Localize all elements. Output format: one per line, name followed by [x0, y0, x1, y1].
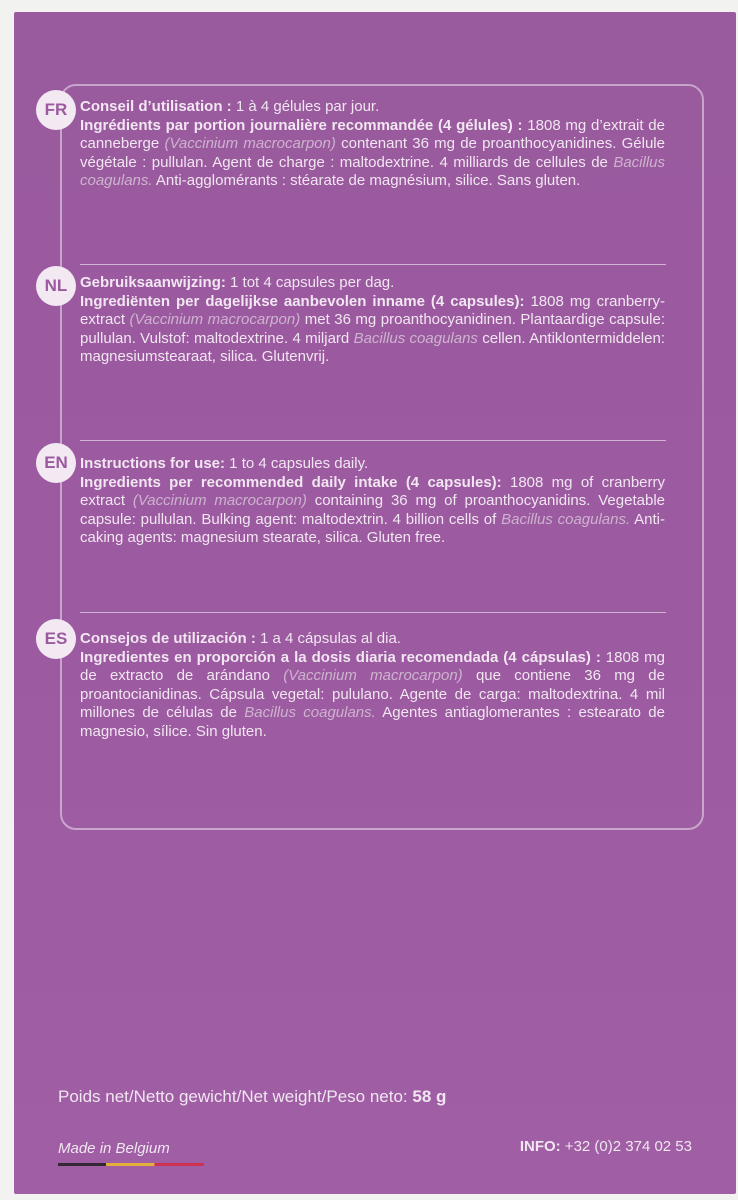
es-ingredients-text-3: Agentes antiaglomerantes : estearato de magnesio, sílice. Sin gluten.: [80, 704, 665, 740]
en-ingredients-label: Ingredients per recommended daily intake (4 capsules):: [80, 473, 502, 491]
nl-usage-text: 1 tot 4 capsules per dag.: [225, 274, 395, 291]
nl-ingredients-text-3: cellen. Antiklontermiddelen: magnesiumstearaat, silica. Glutenvrij.: [80, 329, 665, 365]
en-bacillus: Bacillus coagulans.: [501, 510, 631, 528]
made-in-label: Made in Belgium: [58, 1140, 170, 1157]
belgian-flag-stripe: [58, 1163, 204, 1166]
en-ingredients-text-2: containing 36 mg of proanthocyanidins. Vegetable capsule: pullulan. Bulking agent: maltodextrin. 4 billion cells of: [80, 492, 665, 528]
fr-ingredients-text-3: Anti-agglomérants : stéarate de magnésium, silice. Sans gluten.: [152, 172, 581, 189]
fr-ingredients-text: 1808 mg d’extrait de canneberge: [80, 116, 665, 152]
en-latin-name: (Vaccinium macrocarpon): [132, 492, 307, 509]
info-phone: +32 (0)2 374 02 53: [560, 1138, 692, 1155]
fr-ingredients-text-2: contenant 36 mg de proanthocyanidines. Gélule végétale : pullulan. Agent de charge : maltodextrine. 4 milliards de cellules de: [80, 135, 665, 171]
nl-bacillus: Bacillus coagulans: [353, 329, 478, 347]
es-usage-text: 1 a 4 cápsulas al dia.: [255, 630, 401, 647]
es-ingredients-text-2: que contiene 36 mg de proantocianidinas. Cápsula vegetal: pululano. Agente de carga: maltodextrina. 4 mil millones de células de: [80, 667, 665, 721]
es-usage-label: Consejos de utilización :: [80, 630, 256, 647]
nl-ingredients-text: 1808 mg cranberry-extract: [80, 292, 665, 328]
fr-section: [80, 98, 665, 191]
info-line: [520, 1138, 692, 1155]
es-ingredients-label: Ingredientes en proporción a la dosis diaria recomendada (4 cápsulas) :: [80, 648, 601, 666]
fr-usage-label: Conseil d’utilisation :: [80, 98, 232, 115]
fr-bacillus: Bacillus coagulans.: [80, 153, 665, 189]
en-badge: EN: [36, 443, 76, 483]
nl-ingredients-text-2: met 36 mg proanthocyanidinen. Plantaardige capsule: pullulan. Vulstof: maltodextrine. 4 miljard: [80, 311, 666, 347]
fr-usage-text: 1 à 4 gélules par jour.: [231, 98, 380, 115]
es-latin-name: (Vaccinium macrocarpon): [283, 667, 463, 684]
es-badge: ES: [36, 619, 76, 659]
es-bacillus: Bacillus coagulans.: [244, 704, 376, 721]
nl-section: [80, 274, 665, 367]
nl-usage-label: Gebruiksaanwijzing:: [80, 274, 226, 291]
net-weight-value: 58 g: [412, 1087, 447, 1106]
fr-ingredients-label: Ingrédients par portion journalière recommandée (4 gélules) :: [80, 116, 523, 134]
fr-latin-name: (Vaccinium macrocarpon): [164, 135, 336, 152]
en-usage-text: 1 to 4 capsules daily.: [225, 455, 369, 472]
info-label: INFO:: [519, 1138, 561, 1155]
en-section: [80, 455, 665, 548]
fr-badge: FR: [36, 90, 76, 130]
divider: [80, 440, 666, 441]
nl-ingredients-label: Ingrediënten per dagelijkse aanbevolen inname (4 capsules):: [80, 292, 525, 310]
es-section: [80, 630, 665, 741]
net-weight: [58, 1087, 446, 1107]
net-weight-label: Poids net/Netto gewicht/Net weight/Peso neto:: [58, 1087, 413, 1106]
divider: [80, 264, 666, 265]
en-ingredients-text: 1808 mg of cranberry extract: [80, 473, 665, 509]
nl-latin-name: (Vaccinium macrocarpon): [129, 311, 301, 328]
es-ingredients-text: 1808 mg de extracto de arándano: [80, 648, 665, 684]
en-ingredients-text-3: Anti-caking agents: magnesium stearate, silica. Gluten free.: [80, 510, 665, 546]
nl-badge: NL: [36, 266, 76, 306]
en-usage-label: Instructions for use:: [80, 455, 226, 472]
divider: [80, 612, 666, 613]
